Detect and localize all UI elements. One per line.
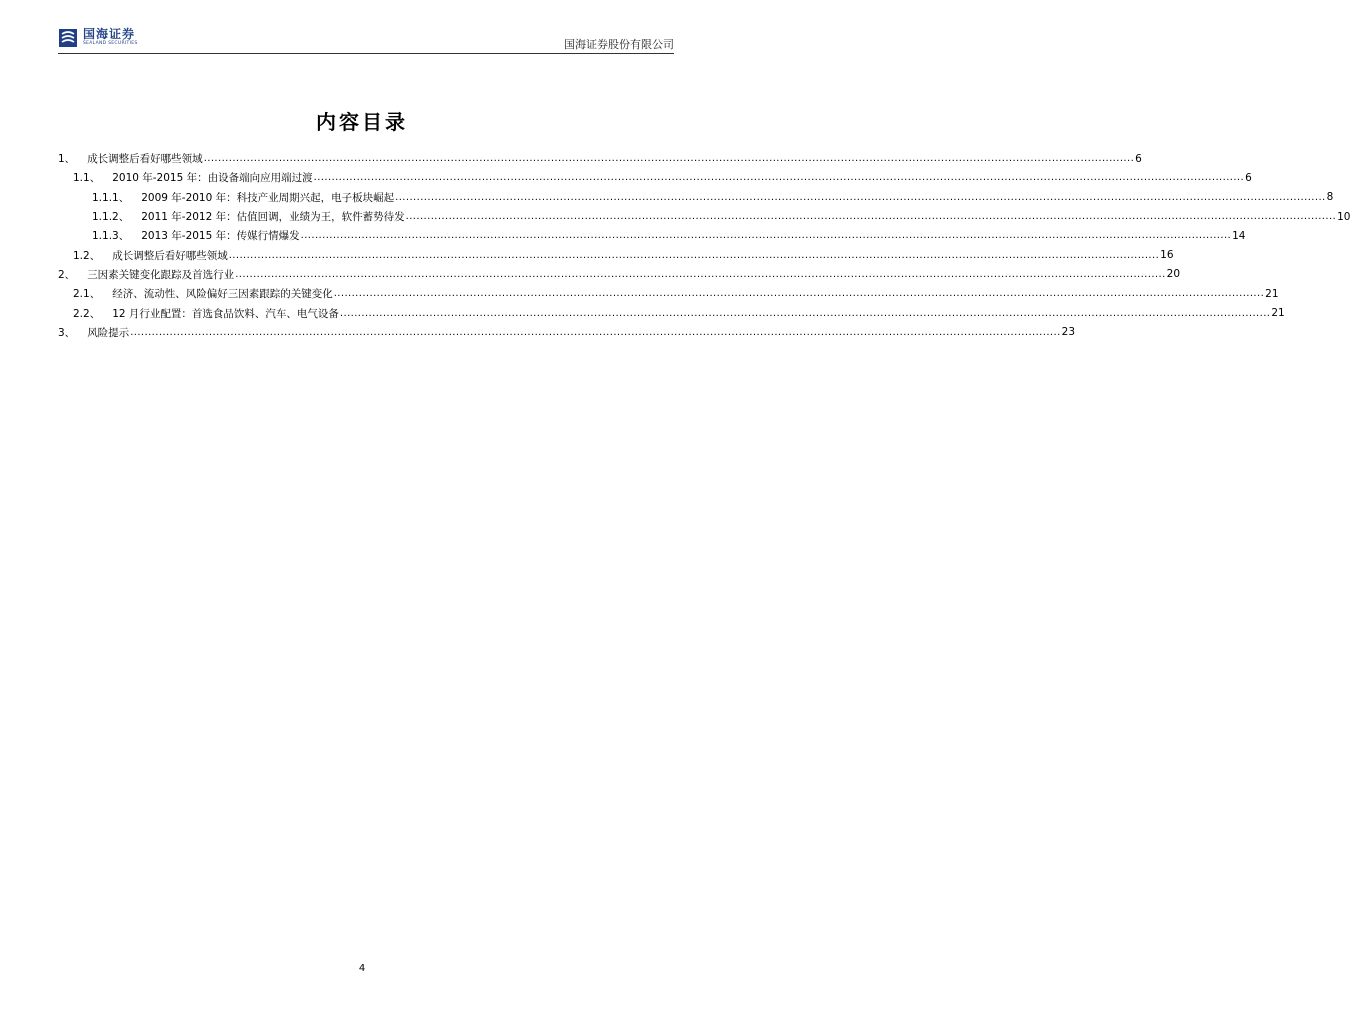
toc-entry-page: 10 [1337,210,1350,223]
toc-entry[interactable] [58,284,1279,303]
sealand-logo-icon [58,28,78,48]
toc-dot-leader: .................................................................................................................................................................................................................................................................... [203,153,1135,165]
toc-entry-number: 2.1、 [73,288,101,301]
toc-entry-number: 1.1.2、 [92,211,130,224]
toc-entry-page: 21 [1271,307,1285,320]
logo-english-name: SEALAND SECURITIES [83,41,138,46]
toc-dot-leader: .................................................................................................................................................................................................................................................................... [130,326,1061,338]
toc-entry-title: 12 月行业配置：首选食品饮料、汽车、电气设备 [112,307,339,320]
toc-entry-page: 20 [1166,268,1181,281]
toc-entry-title: 经济、流动性、风险偏好三因素跟踪的关键变化 [112,288,333,301]
toc-entry-number: 1.1.1、 [92,191,130,204]
toc-title: 内容目录 [316,110,408,134]
page-header [58,24,674,54]
toc-entry[interactable] [58,188,1334,207]
logo-chinese-name: 国海证券 [83,27,136,41]
page-number: 4 [358,963,366,974]
toc-entry-number: 3、 [58,326,76,339]
toc-entry-page: 6 [1135,152,1142,165]
toc-entry-title: 2011 年-2012 年：估值回调，业绩为王，软件蓄势待发 [141,211,405,224]
toc-dot-leader: .................................................................................................................................................................................................................................................................... [405,211,1337,223]
toc-dot-leader: .................................................................................................................................................................................................................................................................... [395,191,1326,203]
toc-dot-leader: .................................................................................................................................................................................................................................................................... [235,268,1166,280]
toc-entry-number: 2.2、 [73,307,101,320]
toc-entry-number: 1.1、 [73,172,101,185]
header-divider [58,53,674,54]
table-of-contents [58,149,1350,342]
toc-entry-number: 1、 [58,153,76,166]
toc-entry-number: 1.1.3、 [92,230,130,243]
toc-entry[interactable] [58,245,1174,264]
company-logo [58,28,138,52]
toc-entry-title: 成长调整后看好哪些领域 [87,153,203,166]
toc-entry-page: 6 [1245,171,1252,184]
toc-entry-title: 风险提示 [87,326,130,339]
toc-dot-leader: .................................................................................................................................................................................................................................................................... [228,249,1160,261]
toc-entry-title: 2009 年-2010 年：科技产业周期兴起，电子板块崛起 [141,191,395,204]
toc-entry[interactable] [58,207,1350,226]
toc-entry[interactable] [58,323,1076,342]
toc-entry[interactable] [58,149,1142,168]
toc-entry[interactable] [58,303,1285,322]
toc-dot-leader: .................................................................................................................................................................................................................................................................... [339,307,1271,319]
toc-entry-number: 2、 [58,268,76,281]
toc-entry-page: 8 [1326,191,1334,204]
toc-entry-number: 1.2、 [73,249,101,262]
toc-entry[interactable] [58,226,1246,245]
toc-dot-leader: .................................................................................................................................................................................................................................................................... [333,288,1265,300]
toc-entry-page: 16 [1160,249,1174,262]
company-name: 国海证券股份有限公司 [564,38,674,51]
toc-dot-leader: .................................................................................................................................................................................................................................................................... [313,172,1245,184]
toc-entry-page: 21 [1265,287,1279,300]
toc-entry-title: 三因素关键变化跟踪及首选行业 [87,268,235,281]
toc-dot-leader: .................................................................................................................................................................................................................................................................... [300,230,1232,242]
toc-entry-page: 14 [1232,229,1246,242]
toc-entry[interactable] [58,265,1181,284]
toc-entry-title: 成长调整后看好哪些领域 [112,249,228,262]
toc-entry-page: 23 [1061,326,1076,339]
toc-entry[interactable] [58,168,1252,187]
toc-entry-title: 2010 年-2015 年：由设备端向应用端过渡 [112,172,313,185]
toc-entry-title: 2013 年-2015 年：传媒行情爆发 [141,230,300,243]
